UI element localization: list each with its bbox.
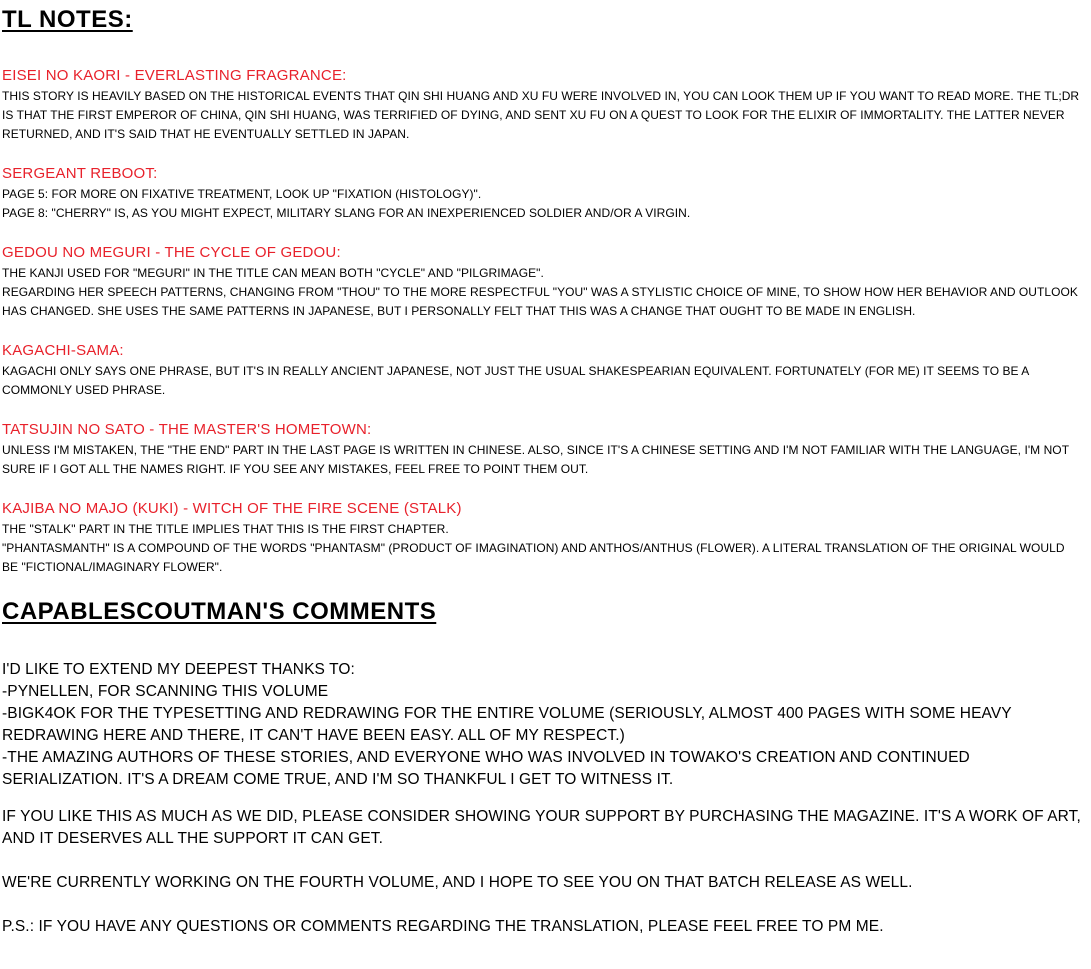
section-notes-kagachi-sama [2, 362, 1082, 400]
tl-notes-heading: TL NOTES: [2, 6, 133, 33]
thanks-line: I'D LIKE TO EXTEND MY DEEPEST THANKS TO: [2, 661, 355, 678]
comments-support [2, 806, 1082, 850]
section-title-tatsujin-no-sato: TATSUJIN NO SATO - THE MASTER'S HOMETOWN: [2, 421, 372, 438]
note-line: KAGACHI ONLY SAYS ONE PHRASE, BUT IT'S IN REALLY ANCIENT JAPANESE, NOT JUST THE USUAL SHAKESPEARIAN EQUIVALENT. FORTUNATELY (FOR ME) IT SEEMS TO BE A COMMONLY USED PHRASE. [2, 364, 1029, 397]
section-title-eisei-no-kaori: EISEI NO KAORI - EVERLASTING FRAGRANCE: [2, 67, 347, 84]
note-line: PAGE 5: FOR MORE ON FIXATIVE TREATMENT, LOOK UP "FIXATION (HISTOLOGY)". [2, 187, 482, 201]
thanks-line: -PYNELLEN, FOR SCANNING THIS VOLUME [2, 683, 329, 700]
note-line: THE KANJI USED FOR "MEGURI" IN THE TITLE CAN MEAN BOTH "CYCLE" AND "PILGRIMAGE". [2, 266, 544, 280]
comments-ps [2, 916, 1082, 938]
section-title-sergeant-reboot: SERGEANT REBOOT: [2, 165, 158, 182]
note-line: "PHANTASMANTH" IS A COMPOUND OF THE WORDS "PHANTASM" (PRODUCT OF IMAGINATION) AND ANTHOS/ANTHUS (FLOWER). A LITERAL TRANSLATION OF THE ORIGINAL WOULD BE "FICTIONAL/IMAGINARY FLOWER". [2, 541, 1065, 574]
comments-next-volume [2, 872, 1082, 894]
section-notes-kajiba-no-majo [2, 520, 1082, 577]
section-title-kagachi-sama: KAGACHI-SAMA: [2, 342, 124, 359]
note-line: PAGE 8: "CHERRY" IS, AS YOU MIGHT EXPECT, MILITARY SLANG FOR AN INEXPERIENCED SOLDIER AND/OR A VIRGIN. [2, 206, 691, 220]
section-notes-eisei-no-kaori [2, 87, 1082, 144]
note-line: THE "STALK" PART IN THE TITLE IMPLIES THAT THIS IS THE FIRST CHAPTER. [2, 522, 449, 536]
thanks-line: -THE AMAZING AUTHORS OF THESE STORIES, AND EVERYONE WHO WAS INVOLVED IN TOWAKO'S CREATION AND CONTINUED SERIALIZATION. IT'S A DREAM COME TRUE, AND I'M SO THANKFUL I GET TO WITNESS IT. [2, 749, 970, 788]
section-title-gedou-no-meguri: GEDOU NO MEGURI - THE CYCLE OF GEDOU: [2, 244, 341, 261]
section-notes-sergeant-reboot [2, 185, 1082, 223]
next-volume-paragraph: WE'RE CURRENTLY WORKING ON THE FOURTH VOLUME, AND I HOPE TO SEE YOU ON THAT BATCH RELEASE AS WELL. [2, 874, 913, 891]
comments-thanks [2, 659, 1082, 791]
comments-heading: CAPABLESCOUTMAN'S COMMENTS [2, 598, 437, 625]
section-notes-gedou-no-meguri [2, 264, 1082, 321]
ps-paragraph: P.S.: IF YOU HAVE ANY QUESTIONS OR COMMENTS REGARDING THE TRANSLATION, PLEASE FEEL FREE TO PM ME. [2, 918, 884, 935]
support-paragraph: IF YOU LIKE THIS AS MUCH AS WE DID, PLEASE CONSIDER SHOWING YOUR SUPPORT BY PURCHASING THE MAGAZINE. IT'S A WORK OF ART, AND IT DESERVES ALL THE SUPPORT IT CAN GET. [2, 808, 1081, 847]
note-line: REGARDING HER SPEECH PATTERNS, CHANGING FROM "THOU" TO THE MORE RESPECTFUL "YOU" WAS A STYLISTIC CHOICE OF MINE, TO SHOW HOW HER BEHAVIOR AND OUTLOOK HAS CHANGED. SHE USES THE SAME PATTERNS IN JAPANESE, BUT I PERSONALLY FELT THAT THIS WAS A CHANGE THAT OUGHT TO BE MADE IN ENGLISH. [2, 285, 1078, 318]
thanks-line: -BIGK4OK FOR THE TYPESETTING AND REDRAWING FOR THE ENTIRE VOLUME (SERIOUSLY, ALMOST 400 PAGES WITH SOME HEAVY REDRAWING HERE AND THERE, IT CAN'T HAVE BEEN EASY. ALL OF MY RESPECT.) [2, 705, 1012, 744]
note-line: THIS STORY IS HEAVILY BASED ON THE HISTORICAL EVENTS THAT QIN SHI HUANG AND XU FU WERE INVOLVED IN, YOU CAN LOOK THEM UP IF YOU WANT TO READ MORE. THE TL;DR IS THAT THE FIRST EMPEROR OF CHINA, QIN SHI HUANG, WAS TERRIFIED OF DYING, AND SENT XU FU ON A QUEST TO LOOK FOR THE ELIXIR OF IMMORTALITY. THE LATTER NEVER RETURNED, AND IT'S SAID THAT HE EVENTUALLY SETTLED IN JAPAN. [2, 89, 1080, 141]
section-notes-tatsujin-no-sato [2, 441, 1082, 479]
section-title-kajiba-no-majo: KAJIBA NO MAJO (KUKI) - WITCH OF THE FIRE SCENE (STALK) [2, 500, 462, 517]
note-line: UNLESS I'M MISTAKEN, THE "THE END" PART IN THE LAST PAGE IS WRITTEN IN CHINESE. ALSO, SINCE IT'S A CHINESE SETTING AND I'M NOT FAMILIAR WITH THE LANGUAGE, I'M NOT SURE IF I GOT ALL THE NAMES RIGHT. IF YOU SEE ANY MISTAKES, FEEL FREE TO POINT THEM OUT. [2, 443, 1069, 476]
